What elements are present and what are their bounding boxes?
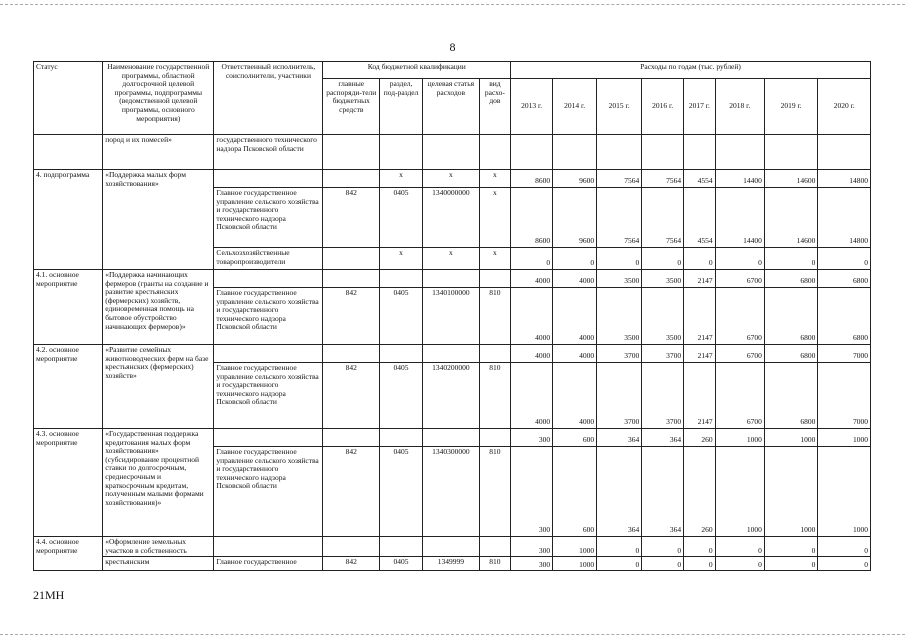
year-value-cell: 4000	[511, 363, 553, 429]
year-value-cell: 0	[553, 248, 597, 270]
year-value-cell: 3500	[642, 288, 684, 345]
year-value-cell: 1000	[553, 557, 597, 571]
code-razdel-cell: x	[380, 170, 423, 188]
year-value-cell: 4000	[553, 270, 597, 288]
code-vid-cell	[479, 270, 510, 288]
code-razdel-cell: 0405	[380, 288, 423, 345]
status-cell: 4.3. основное мероприятие	[34, 429, 103, 537]
year-value-cell: 0	[597, 557, 642, 571]
year-value-cell: 600	[553, 429, 597, 447]
header-glavnye: главные распоряди-тели бюджетных средств	[323, 79, 380, 135]
year-value-cell: 0	[818, 248, 871, 270]
status-cell: 4.2. основное мероприятие	[34, 345, 103, 429]
table-row	[34, 557, 871, 571]
year-value-cell: 6700	[715, 363, 764, 429]
code-vid-cell: x	[479, 188, 510, 248]
year-value-cell: 6800	[764, 288, 817, 345]
year-value-cell: 260	[684, 429, 715, 447]
table-row	[34, 270, 871, 288]
code-vid-cell: 810	[479, 288, 510, 345]
code-vid-cell: x	[479, 170, 510, 188]
status-cell: 4. подпрограмма	[34, 170, 103, 270]
responsible-cell	[214, 345, 323, 363]
year-value-cell: 0	[684, 248, 715, 270]
year-value-cell: 2147	[684, 363, 715, 429]
year-value-cell: 0	[764, 537, 817, 557]
year-value-cell: 8600	[511, 170, 553, 188]
code-glavnye-cell	[323, 170, 380, 188]
code-statya-cell: x	[423, 248, 480, 270]
status-cell: 4.4. основное мероприятие	[34, 537, 103, 571]
year-value-cell: 7564	[597, 188, 642, 248]
year-value-cell: 9600	[553, 188, 597, 248]
code-vid-cell	[479, 429, 510, 447]
year-value-cell: 0	[684, 537, 715, 557]
code-razdel-cell	[380, 270, 423, 288]
year-value-cell: 4554	[684, 170, 715, 188]
year-value-cell: 6800	[764, 270, 817, 288]
code-glavnye-cell	[323, 537, 380, 557]
code-razdel-cell: 0405	[380, 447, 423, 537]
responsible-cell	[214, 537, 323, 557]
code-statya-cell: 1340000000	[423, 188, 480, 248]
header-year: 2013 г.	[511, 79, 553, 135]
year-value-cell: 0	[818, 537, 871, 557]
year-value-cell: 364	[642, 429, 684, 447]
code-razdel-cell: x	[380, 248, 423, 270]
code-razdel-cell	[380, 537, 423, 557]
year-value-cell	[684, 135, 715, 170]
code-glavnye-cell: 842	[323, 188, 380, 248]
code-vid-cell: 810	[479, 447, 510, 537]
code-vid-cell: 810	[479, 363, 510, 429]
year-value-cell: 7564	[597, 170, 642, 188]
scan-edge-bottom	[0, 634, 905, 635]
year-value-cell: 0	[818, 557, 871, 571]
year-value-cell: 14400	[715, 188, 764, 248]
year-value-cell: 14800	[818, 170, 871, 188]
year-value-cell: 6700	[715, 345, 764, 363]
code-statya-cell	[423, 345, 480, 363]
page-number: 8	[449, 40, 456, 54]
code-glavnye-cell	[323, 270, 380, 288]
code-razdel-cell: 0405	[380, 557, 423, 571]
header-vid: вид расхо-дов	[479, 79, 510, 135]
code-razdel-cell	[380, 135, 423, 170]
year-value-cell: 3700	[642, 363, 684, 429]
code-glavnye-cell	[323, 248, 380, 270]
year-value-cell: 7000	[818, 363, 871, 429]
year-value-cell	[597, 135, 642, 170]
year-value-cell	[553, 135, 597, 170]
year-value-cell: 2147	[684, 288, 715, 345]
name-cell: «Поддержка начинающих фермеров (гранты на создание и развитие крестьянских (фермерских) хозяйств, единовременная помощь на бытовое обустройство начинающих фермеров)»	[103, 270, 214, 345]
table-row	[34, 429, 871, 447]
year-value-cell: 300	[511, 537, 553, 557]
footer-code: 21МН	[33, 588, 65, 602]
code-vid-cell	[479, 537, 510, 557]
code-glavnye-cell: 842	[323, 557, 380, 571]
header-budget-code: Код бюджетной квалификации	[323, 62, 511, 79]
year-value-cell	[818, 135, 871, 170]
year-value-cell: 1000	[764, 429, 817, 447]
year-value-cell: 6800	[818, 270, 871, 288]
status-cell	[34, 135, 103, 170]
year-value-cell: 1000	[818, 447, 871, 537]
year-value-cell: 8600	[511, 188, 553, 248]
year-value-cell: 3700	[597, 363, 642, 429]
year-value-cell: 600	[553, 447, 597, 537]
code-statya-cell	[423, 135, 480, 170]
name-cell: «Государственная поддержка кредитования малых форм хозяйствования» (субсидирование процентной ставки по долгосрочным, среднесрочным и краткосрочным кредитам, полученным малыми формами хозяйствования)»	[103, 429, 214, 537]
year-value-cell: 0	[715, 557, 764, 571]
year-value-cell: 0	[597, 248, 642, 270]
code-statya-cell: 1340200000	[423, 363, 480, 429]
code-vid-cell	[479, 135, 510, 170]
header-expenses: Расходы по годам (тыс. рублей)	[511, 62, 871, 79]
scan-edge-top	[0, 4, 905, 5]
year-value-cell: 364	[642, 447, 684, 537]
name-cell: крестьянским	[103, 557, 214, 571]
year-value-cell: 3500	[597, 270, 642, 288]
code-glavnye-cell	[323, 135, 380, 170]
name-cell: «Развитие семейных животноводческих ферм на базе крестьянских (фермерских) хозяйств»	[103, 345, 214, 429]
year-value-cell: 260	[684, 447, 715, 537]
year-value-cell: 1000	[764, 447, 817, 537]
code-glavnye-cell: 842	[323, 447, 380, 537]
year-value-cell: 1000	[715, 447, 764, 537]
header-razdel: раздел, под-раздел	[380, 79, 423, 135]
year-value-cell	[764, 135, 817, 170]
year-value-cell: 4000	[553, 363, 597, 429]
year-value-cell: 4000	[553, 288, 597, 345]
budget-table	[33, 61, 871, 571]
header-year: 2016 г.	[642, 79, 684, 135]
year-value-cell	[511, 135, 553, 170]
code-razdel-cell: 0405	[380, 188, 423, 248]
responsible-cell: Главное государственное	[214, 557, 323, 571]
code-statya-cell: 1349999	[423, 557, 480, 571]
code-statya-cell	[423, 429, 480, 447]
code-razdel-cell	[380, 429, 423, 447]
header-statya: целевая статья расходов	[423, 79, 480, 135]
code-statya-cell: x	[423, 170, 480, 188]
code-statya-cell	[423, 270, 480, 288]
header-status: Статус	[34, 62, 103, 135]
year-value-cell: 0	[764, 248, 817, 270]
year-value-cell: 14400	[715, 170, 764, 188]
code-statya-cell: 1340300000	[423, 447, 480, 537]
table-row	[34, 537, 871, 557]
year-value-cell: 1000	[715, 429, 764, 447]
year-value-cell: 1000	[818, 429, 871, 447]
year-value-cell: 6800	[764, 345, 817, 363]
year-value-cell	[642, 135, 684, 170]
header-year: 2020 г.	[818, 79, 871, 135]
responsible-cell: Главное государственное управление сельского хозяйства и государственного технического надзора Псковской области	[214, 188, 323, 248]
year-value-cell: 7564	[642, 170, 684, 188]
status-cell: 4.1. основное мероприятие	[34, 270, 103, 345]
year-value-cell: 4000	[511, 345, 553, 363]
year-value-cell: 9600	[553, 170, 597, 188]
code-vid-cell	[479, 345, 510, 363]
year-value-cell: 300	[511, 429, 553, 447]
code-glavnye-cell	[323, 429, 380, 447]
code-glavnye-cell: 842	[323, 288, 380, 345]
year-value-cell: 0	[684, 557, 715, 571]
name-cell: «Поддержка малых форм хозяйствования»	[103, 170, 214, 270]
code-razdel-cell	[380, 345, 423, 363]
responsible-cell: Главное государственное управление сельского хозяйства и государственного технического надзора Псковской области	[214, 447, 323, 537]
year-value-cell: 14600	[764, 188, 817, 248]
code-statya-cell: 1340100000	[423, 288, 480, 345]
year-value-cell: 0	[715, 537, 764, 557]
year-value-cell: 4000	[511, 288, 553, 345]
year-value-cell: 0	[715, 248, 764, 270]
table-row	[34, 135, 871, 170]
code-razdel-cell: 0405	[380, 363, 423, 429]
responsible-cell: Сельхозхозяйственные товаропроизводители	[214, 248, 323, 270]
year-value-cell: 4000	[511, 270, 553, 288]
code-glavnye-cell: 842	[323, 363, 380, 429]
header-responsible: Ответственный исполнитель, соисполнители, участники	[214, 62, 323, 135]
code-statya-cell	[423, 537, 480, 557]
year-value-cell: 0	[642, 537, 684, 557]
responsible-cell	[214, 270, 323, 288]
header-year: 2017 г.	[684, 79, 715, 135]
year-value-cell: 0	[511, 248, 553, 270]
code-vid-cell: x	[479, 248, 510, 270]
name-cell: пород и их помесей»	[103, 135, 214, 170]
year-value-cell: 6700	[715, 288, 764, 345]
name-cell: «Оформление земельных участков в собственность	[103, 537, 214, 557]
responsible-cell: Главное государственное управление сельского хозяйства и государственного технического надзора Псковской области	[214, 288, 323, 345]
header-year: 2019 г.	[764, 79, 817, 135]
year-value-cell: 0	[642, 557, 684, 571]
year-value-cell: 7000	[818, 345, 871, 363]
year-value-cell: 14800	[818, 188, 871, 248]
year-value-cell: 2147	[684, 270, 715, 288]
header-year: 2015 г.	[597, 79, 642, 135]
code-glavnye-cell	[323, 345, 380, 363]
year-value-cell: 4000	[553, 345, 597, 363]
header-year: 2014 г.	[553, 79, 597, 135]
year-value-cell: 300	[511, 447, 553, 537]
year-value-cell: 0	[597, 537, 642, 557]
year-value-cell: 1000	[553, 537, 597, 557]
year-value-cell: 0	[642, 248, 684, 270]
year-value-cell: 6800	[764, 363, 817, 429]
year-value-cell: 6700	[715, 270, 764, 288]
year-value-cell: 14600	[764, 170, 817, 188]
year-value-cell: 3700	[642, 345, 684, 363]
table-row	[34, 170, 871, 188]
year-value-cell: 300	[511, 557, 553, 571]
responsible-cell	[214, 170, 323, 188]
year-value-cell: 7564	[642, 188, 684, 248]
year-value-cell: 3700	[597, 345, 642, 363]
year-value-cell: 4554	[684, 188, 715, 248]
header-name: Наименование государственной программы, областной долгосрочной целевой программы, подпрограммы (ведомственной целевой программы, основного мероприятия)	[103, 62, 214, 135]
year-value-cell: 6800	[818, 288, 871, 345]
table-row	[34, 345, 871, 363]
responsible-cell	[214, 429, 323, 447]
year-value-cell: 3500	[642, 270, 684, 288]
year-value-cell: 364	[597, 429, 642, 447]
year-value-cell: 3500	[597, 288, 642, 345]
header-year: 2018 г.	[715, 79, 764, 135]
responsible-cell: Главное государственное управление сельского хозяйства и государственного технического надзора Псковской области	[214, 363, 323, 429]
responsible-cell: государственного технического надзора Псковской области	[214, 135, 323, 170]
year-value-cell: 2147	[684, 345, 715, 363]
year-value-cell: 364	[597, 447, 642, 537]
year-value-cell	[715, 135, 764, 170]
year-value-cell: 0	[764, 557, 817, 571]
code-vid-cell: 810	[479, 557, 510, 571]
